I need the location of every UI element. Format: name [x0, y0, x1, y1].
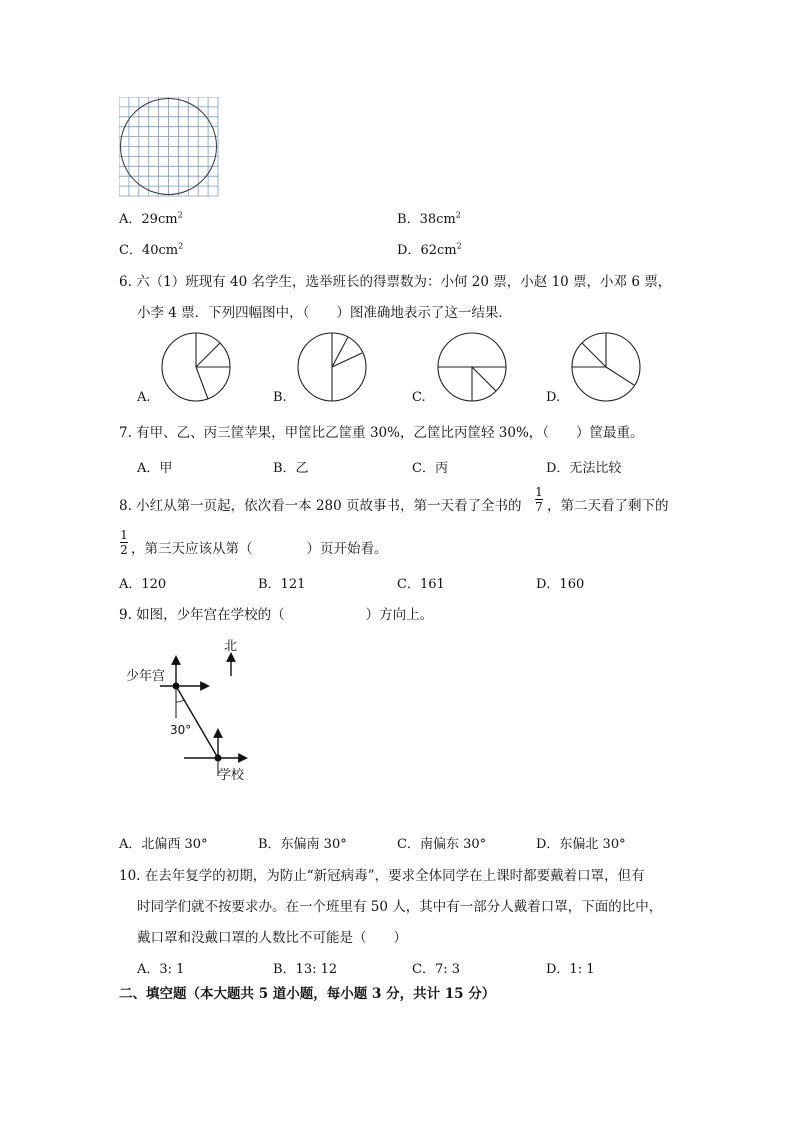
q9-option-c[interactable]: C．南偏东 30°	[397, 837, 487, 852]
q8-fraction-2-num: 1	[120, 528, 128, 542]
pie-chart-d[interactable]	[570, 331, 642, 403]
q7-option-d[interactable]: D．无法比较	[546, 461, 622, 476]
pie-chart-b[interactable]	[296, 331, 368, 403]
q10-option-d[interactable]: D．1: 1	[546, 962, 595, 977]
q10-text-line1: 10. 在去年复学的初期，为防止“新冠病毒”，要求全体同学在上课时都要戴着口罩，但有	[119, 868, 645, 884]
palace-label: 少年宫	[126, 669, 166, 684]
section-heading: 二、填空题（本大题共 5 道小题，每小题 3 分，共计 15 分）	[119, 986, 496, 1002]
q10-option-c[interactable]: C．7: 3	[412, 962, 461, 977]
q8-option-c[interactable]: C．161	[397, 577, 445, 592]
q10-text-line2: 时同学们就不按要求办。在一个班里有 50 人，其中有一部分人戴着口罩，下面的比中，	[137, 899, 663, 915]
pie-chart-a[interactable]	[160, 331, 232, 403]
q9-option-a[interactable]: A．北偏西 30°	[119, 837, 208, 852]
angle-label: 30°	[170, 723, 192, 737]
q8-fraction-1-den: 7	[535, 500, 543, 514]
direction-diagram	[120, 630, 260, 790]
q7-option-a[interactable]: A．甲	[137, 461, 173, 476]
grid-circle-figure	[119, 97, 219, 197]
q8-text-line1b: ，第二天看了剩下的	[547, 498, 669, 514]
school-point	[215, 755, 222, 762]
pie-chart-c[interactable]	[436, 331, 508, 403]
q8-text-line2: ，第三天应该从第（ ）页开始看。	[131, 541, 388, 557]
q10-option-a[interactable]: A．3: 1	[137, 962, 185, 977]
q6-text-line1: 6. 六（1）班现有 40 名学生，选举班长的得票数为：小何 20 票，小赵 10 票，小邓 6 票，	[119, 274, 672, 290]
north-label: 北	[224, 639, 238, 654]
q8-fraction-2-den: 2	[120, 543, 128, 557]
q8-fraction-1	[534, 485, 544, 514]
q7-text: 7. 有甲、乙、丙三筐苹果，甲筐比乙筐重 30%，乙筐比丙筐轻 30%，（ ）筐最重。	[119, 425, 644, 441]
palace-point	[173, 683, 180, 690]
q6-text-line2: 小李 4 票．下列四幅图中，（ ）图准确地表示了这一结果．	[137, 305, 512, 321]
school-label: 学校	[218, 768, 245, 783]
q9-option-b[interactable]: B．东偏南 30°	[258, 837, 347, 852]
q9-text: 9. 如图，少年宫在学校的（ ）方向上。	[119, 607, 434, 623]
q8-option-d[interactable]: D．160	[536, 577, 585, 592]
q8-option-b[interactable]: B．121	[258, 577, 306, 592]
q10-option-b[interactable]: B．13: 12	[273, 962, 338, 977]
q6-label-c: C.	[412, 390, 426, 405]
q6-label-b: B.	[273, 390, 287, 405]
q8-text-line1a: 8. 小红从第一页起，依次看一本 280 页故事书，第一天看了全书的	[119, 498, 522, 514]
q10-text-line3: 戴口罩和没戴口罩的人数比不可能是（ ）	[137, 930, 407, 946]
q5-option-a[interactable]: A．$29cm^2$	[119, 210, 183, 227]
q8-option-a[interactable]: A．120	[119, 577, 167, 592]
q6-label-d: D.	[546, 390, 561, 405]
q7-option-b[interactable]: B．乙	[273, 461, 309, 476]
q5-option-d[interactable]: D．$62cm^2$	[397, 241, 462, 258]
q6-label-a: A.	[137, 390, 151, 405]
q7-option-c[interactable]: C．丙	[412, 461, 448, 476]
q5-option-b[interactable]: B．$38cm^2$	[397, 210, 461, 227]
q9-option-d[interactable]: D．东偏北 30°	[536, 837, 626, 852]
q8-fraction-1-num: 1	[535, 485, 543, 499]
q8-fraction-2	[119, 528, 129, 557]
q5-option-c[interactable]: C．$40cm^2$	[119, 241, 184, 258]
